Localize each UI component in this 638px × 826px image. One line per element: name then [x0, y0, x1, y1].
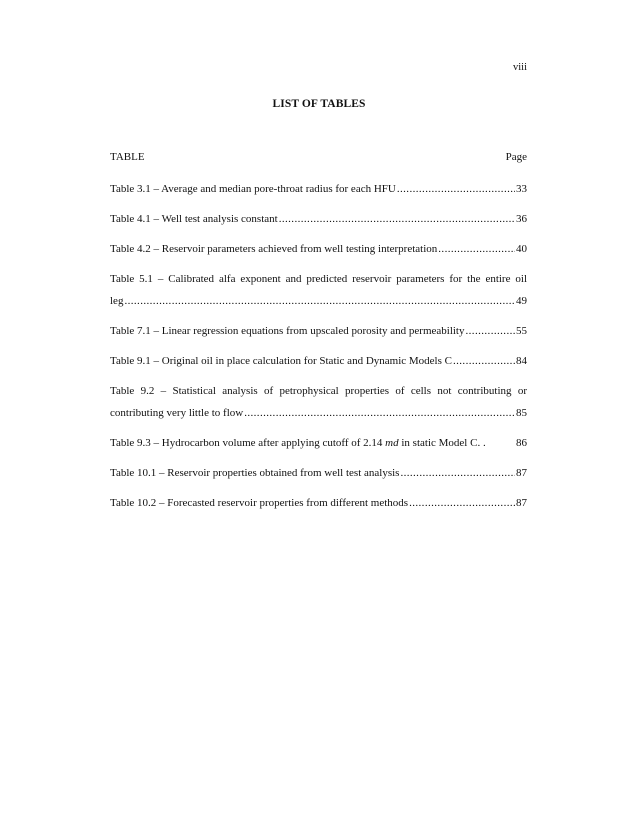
entry-page: 49: [516, 295, 527, 307]
leader-dots: [466, 321, 516, 341]
leader-dots: [438, 239, 515, 259]
entry-title: Table 10.1 – Reservoir properties obtained from well test analysis: [110, 467, 400, 479]
entry-title-line1: Table 5.1 – Calibrated alfa exponent and predicted reservoir parameters for the entire oil: [110, 273, 527, 285]
entry-title: Table 9.1 – Original oil in place calculation for Static and Dynamic Models C: [110, 355, 452, 367]
entry-title-line2: contributing very little to flow: [110, 407, 244, 419]
list-item-table-7-1[interactable]: [110, 321, 527, 341]
list-header: [110, 151, 527, 163]
entry-page: 86: [516, 437, 527, 449]
leader-dots: [400, 463, 515, 483]
entry-page: 40: [516, 243, 527, 255]
page-title: LIST OF TABLES: [272, 98, 366, 110]
list-item-table-5-1[interactable]: [110, 269, 527, 311]
list-item-table-9-1[interactable]: [110, 351, 527, 371]
entry-page: 55: [516, 325, 527, 337]
entry-title: Table 7.1 – Linear regression equations from upscaled porosity and permeability: [110, 325, 465, 337]
entry-page: 87: [516, 467, 527, 479]
entry-page: 84: [516, 355, 527, 367]
list-item-table-4-1[interactable]: [110, 209, 527, 229]
entry-title: Table 10.2 – Forecasted reservoir properties from different methods: [110, 497, 409, 509]
list-item-table-9-3[interactable]: [110, 433, 527, 453]
leader-dots: [409, 493, 515, 513]
leader-dots: [279, 209, 515, 229]
entry-title: Table 3.1 – Average and median pore-throat radius for each HFU: [110, 183, 396, 195]
list-item-table-4-2[interactable]: [110, 239, 527, 259]
entry-page: 87: [516, 497, 527, 509]
list-item-table-10-2[interactable]: [110, 493, 527, 513]
entry-title-line1: Table 9.2 – Statistical analysis of petrophysical properties of cells not contributing or: [110, 385, 527, 397]
entry-page: 33: [516, 183, 527, 195]
entry-page: 85: [516, 407, 527, 419]
leader-dots: [453, 351, 515, 371]
list-item-table-9-2[interactable]: [110, 381, 527, 423]
leader-dots: [124, 291, 515, 311]
leader-dots: [244, 403, 515, 423]
unit-md: md: [385, 437, 399, 449]
page-number: viii: [512, 62, 527, 73]
entry-title-line2: leg: [110, 295, 124, 307]
entry-page: 36: [516, 213, 527, 225]
list-item-table-10-1[interactable]: [110, 463, 527, 483]
entry-title: Table 4.2 – Reservoir parameters achieved from well testing interpretation: [110, 243, 438, 255]
header-table-label: TABLE: [110, 151, 145, 163]
list-item-table-3-1[interactable]: [110, 179, 527, 199]
header-page-label: Page: [505, 151, 527, 163]
leader-dots: [397, 179, 515, 199]
entry-title: Table 4.1 – Well test analysis constant: [110, 213, 278, 225]
entry-title: Table 9.3 – Hydrocarbon volume after applying cutoff of 2.14 md in static Model C. .: [110, 437, 486, 449]
table-list: [110, 179, 527, 513]
